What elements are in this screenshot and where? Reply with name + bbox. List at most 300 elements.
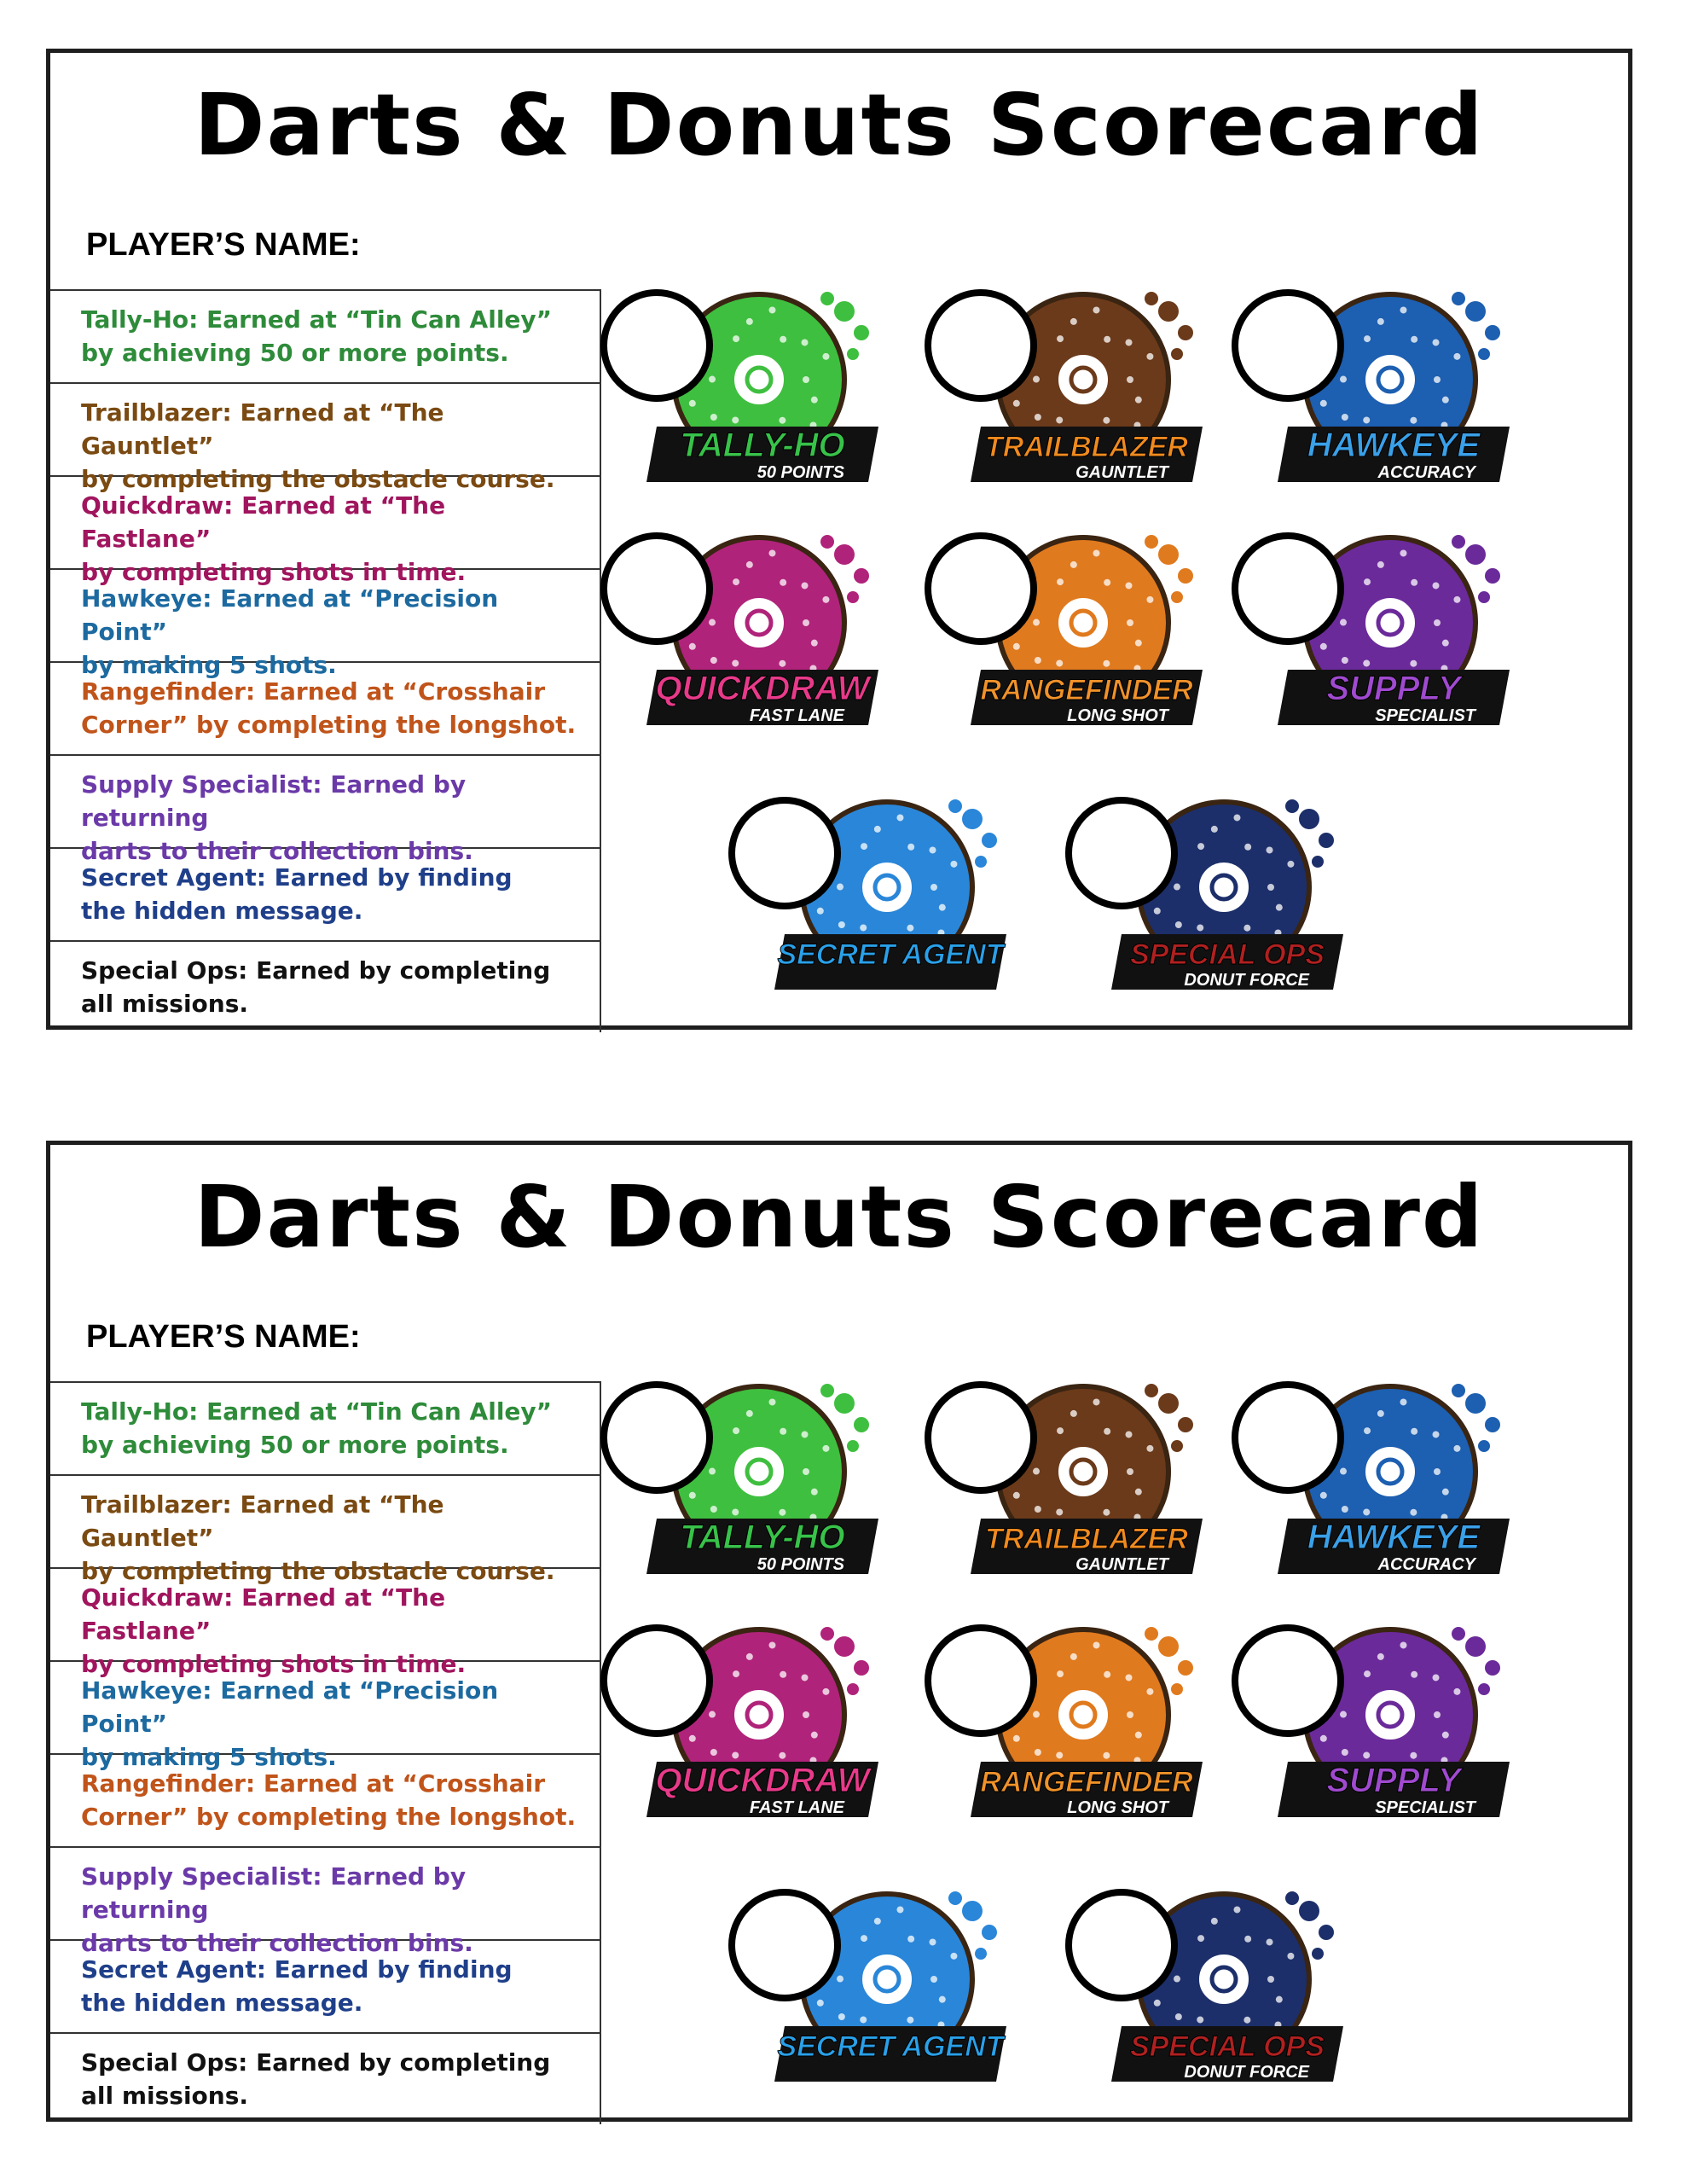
bite-crumb: [975, 1948, 987, 1960]
sprinkle: [930, 884, 937, 891]
sprinkle: [746, 561, 753, 568]
sprinkle: [1146, 1445, 1153, 1452]
badge-tally-ho: [597, 286, 904, 491]
scorecard-title: Darts & Donuts Scorecard: [194, 75, 1485, 175]
bite-crumb: [1478, 1683, 1490, 1695]
bite-crumb: [962, 809, 983, 829]
mission-text-line-1: Supply Specialist: Earned by returning: [81, 770, 467, 832]
stamp-circle[interactable]: [604, 1385, 710, 1490]
sprinkle: [1453, 353, 1460, 360]
player-name-label: PLAYER’S NAME:: [86, 227, 361, 263]
mission-text-line-1: Secret Agent: Earned by finding: [81, 863, 513, 892]
bite-crumb: [1485, 325, 1500, 340]
badge-name: QUICKDRAW: [655, 670, 870, 707]
stamp-circle[interactable]: [1069, 800, 1174, 906]
mission-text-line-1: Trailblazer: Earned at “The Gauntlet”: [81, 1490, 444, 1552]
mission-text-line-1: Quickdraw: Earned at “The Fastlane”: [81, 1583, 446, 1645]
badge-hawkeye: [1228, 1378, 1535, 1583]
badge-graphic: [1228, 529, 1535, 734]
sprinkle: [811, 1489, 818, 1496]
sprinkle: [1433, 339, 1440, 346]
sprinkle: [710, 1749, 717, 1756]
sprinkle: [939, 1996, 946, 2003]
sprinkle: [1126, 1431, 1133, 1438]
sprinkle: [1135, 397, 1142, 404]
badge-graphic: [597, 286, 904, 491]
stamp-circle[interactable]: [732, 800, 838, 906]
badge-subtitle: SPECIALIST: [1375, 706, 1475, 725]
mission-row: [50, 2034, 600, 2124]
sprinkle: [1013, 400, 1020, 407]
sprinkle: [860, 2016, 867, 2023]
sprinkle: [1233, 1906, 1240, 1913]
mission-row: [50, 1383, 600, 1476]
sprinkle: [1442, 397, 1449, 404]
stamp-circle[interactable]: [732, 1892, 838, 1998]
sprinkle: [1233, 814, 1240, 821]
bite-crumb: [1158, 301, 1179, 322]
sprinkle: [1342, 414, 1348, 421]
sprinkle: [896, 1906, 903, 1913]
stamp-circle[interactable]: [604, 293, 710, 398]
badge-tally-ho: [597, 1378, 904, 1583]
stamp-circle[interactable]: [1235, 1385, 1341, 1490]
bite-crumb: [1178, 1660, 1193, 1676]
badge-subtitle: ACCURACY: [1377, 463, 1475, 482]
badge-name: SPECIAL OPS: [1130, 2030, 1325, 2063]
sprinkle: [1377, 1653, 1384, 1660]
bite-crumb: [820, 1384, 834, 1397]
mission-row: [50, 1662, 600, 1771]
sprinkle: [802, 1674, 809, 1681]
sprinkle: [689, 643, 696, 650]
bite-crumb: [975, 856, 987, 868]
sprinkle: [1070, 1410, 1077, 1417]
scorecard-title: Darts & Donuts Scorecard: [194, 1167, 1485, 1267]
sprinkle: [860, 924, 867, 931]
sprinkle: [930, 846, 936, 853]
sprinkle: [1267, 884, 1274, 891]
sprinkle: [822, 1445, 829, 1452]
bite-crumb: [1299, 809, 1319, 829]
mission-row: [50, 1755, 600, 1848]
bite-crumb: [1465, 544, 1486, 565]
sprinkle: [907, 925, 913, 932]
sprinkle: [709, 1711, 716, 1718]
badge-name: SPECIAL OPS: [1130, 938, 1325, 971]
sprinkle: [779, 1752, 786, 1759]
sprinkle: [1135, 1489, 1142, 1496]
sprinkle: [732, 659, 739, 666]
sprinkle: [838, 2013, 845, 2020]
badge-subtitle: 50 POINTS: [757, 463, 844, 482]
bite-crumb: [847, 348, 859, 360]
badge-secret-agent: [725, 793, 1032, 998]
mission-row: [50, 384, 600, 493]
sprinkle: [710, 414, 717, 421]
sprinkle: [1211, 1918, 1218, 1925]
bite-crumb: [1478, 1440, 1490, 1452]
bite-crumb: [1171, 1683, 1183, 1695]
target-icon: [735, 1691, 783, 1739]
sprinkle: [837, 884, 844, 891]
badge-name: HAWKEYE: [1307, 1519, 1481, 1556]
stamp-circle[interactable]: [604, 536, 710, 642]
stamp-circle[interactable]: [1235, 536, 1341, 642]
sprinkle: [1056, 1751, 1063, 1758]
sprinkle: [1342, 657, 1348, 664]
sprinkle: [1056, 659, 1063, 666]
sprinkle: [1453, 1688, 1460, 1695]
bite-crumb: [847, 591, 859, 603]
mission-text-line-2: by completing the obstacle course.: [81, 1557, 555, 1585]
sprinkle: [1400, 306, 1406, 313]
bite-crumb: [1319, 1925, 1334, 1940]
sprinkle: [733, 578, 739, 585]
sprinkle: [1197, 924, 1203, 931]
stamp-circle[interactable]: [928, 1385, 1034, 1490]
sprinkle: [817, 908, 824, 915]
sprinkle: [1035, 414, 1041, 421]
bite-crumb: [982, 833, 997, 848]
bite-crumb: [1171, 591, 1183, 603]
badge-name: TRAILBLAZER: [985, 1523, 1188, 1555]
sprinkle: [709, 1468, 716, 1475]
target-icon: [863, 863, 911, 911]
sprinkle: [1320, 1735, 1327, 1742]
sprinkle: [896, 814, 903, 821]
sprinkle: [1411, 579, 1417, 586]
scorecard: [46, 1141, 1632, 2122]
badge-graphic: [921, 1621, 1228, 1826]
target-icon: [1059, 599, 1107, 647]
sprinkle: [1033, 376, 1040, 383]
sprinkle: [746, 318, 753, 325]
sprinkle: [811, 640, 818, 647]
sprinkle: [780, 336, 786, 343]
sprinkle: [822, 353, 829, 360]
sprinkle: [1434, 1711, 1441, 1718]
bite-crumb: [1485, 1660, 1500, 1676]
sprinkle: [1057, 578, 1064, 585]
sprinkle: [1070, 1653, 1077, 1660]
sprinkle: [1103, 1752, 1110, 1759]
sprinkle: [1442, 640, 1449, 647]
sprinkle: [1127, 619, 1133, 626]
sprinkle: [1013, 1735, 1020, 1742]
sprinkle: [1104, 1671, 1110, 1678]
badge-name: QUICKDRAW: [655, 1762, 870, 1799]
sprinkle: [1104, 336, 1110, 343]
bite-crumb: [854, 1660, 869, 1676]
sprinkle: [1410, 1509, 1417, 1516]
bite-crumb: [1452, 535, 1465, 549]
mission-text-line-1: Special Ops: Earned by completing: [81, 956, 551, 985]
sprinkle: [1033, 619, 1040, 626]
sprinkle: [803, 619, 809, 626]
bite-crumb: [1485, 568, 1500, 584]
badge-rangefinder: [921, 1621, 1228, 1826]
sprinkle: [1093, 306, 1099, 313]
sprinkle: [733, 1427, 739, 1434]
sprinkle: [768, 306, 775, 313]
sprinkle: [1093, 1398, 1099, 1405]
sprinkle: [1276, 1996, 1283, 2003]
target-icon: [1366, 1448, 1414, 1496]
bite-crumb: [1285, 1891, 1299, 1905]
sprinkle: [1033, 1468, 1040, 1475]
sprinkle: [1453, 1445, 1460, 1452]
bite-crumb: [820, 292, 834, 305]
sprinkle: [930, 1938, 936, 1945]
bite-crumb: [982, 1925, 997, 1940]
sprinkle: [1033, 1711, 1040, 1718]
bite-crumb: [1299, 1901, 1319, 1921]
badge-hawkeye: [1228, 286, 1535, 491]
badge-special-ops: [1062, 1885, 1369, 2090]
mission-row: [50, 756, 600, 865]
sprinkle: [1320, 1492, 1327, 1499]
bite-crumb: [1171, 1440, 1183, 1452]
sprinkle: [1340, 376, 1347, 383]
sprinkle: [1377, 561, 1384, 568]
sprinkle: [1127, 376, 1133, 383]
sprinkle: [1070, 561, 1077, 568]
stamp-circle[interactable]: [1235, 1628, 1341, 1734]
bite-crumb: [1178, 325, 1193, 340]
sprinkle: [861, 843, 867, 850]
bite-crumb: [948, 799, 962, 813]
sprinkle: [1433, 1674, 1440, 1681]
mission-row: [50, 291, 600, 384]
sprinkle: [939, 904, 946, 911]
mission-text-line-2: by making 5 shots.: [81, 651, 337, 679]
badge-name: RANGEFINDER: [980, 1766, 1193, 1798]
scorecard: [46, 49, 1632, 1030]
sprinkle: [874, 1918, 881, 1925]
sprinkle: [1013, 1492, 1020, 1499]
sprinkle: [1433, 582, 1440, 589]
sprinkle: [1411, 1671, 1417, 1678]
stamp-circle[interactable]: [928, 1628, 1034, 1734]
bite-crumb: [1285, 799, 1299, 813]
badge-subtitle: DONUT FORCE: [1184, 971, 1309, 990]
sprinkle: [732, 1751, 739, 1758]
target-icon: [735, 599, 783, 647]
bite-crumb: [1452, 1627, 1465, 1641]
sprinkle: [746, 1410, 753, 1417]
bite-crumb: [962, 1901, 983, 1921]
mission-text-line-1: Tally-Ho: Earned at “Tin Can Alley”: [81, 1397, 553, 1426]
sprinkle: [709, 376, 716, 383]
sprinkle: [1244, 925, 1250, 932]
sprinkle: [1211, 826, 1218, 833]
badge-special-ops: [1062, 793, 1369, 998]
sprinkle: [1056, 1508, 1063, 1515]
sprinkle: [1035, 1749, 1041, 1756]
sprinkle: [1267, 1976, 1274, 1983]
sprinkle: [1146, 1688, 1153, 1695]
bite-crumb: [1485, 1417, 1500, 1432]
bite-crumb: [1171, 348, 1183, 360]
sprinkle: [1364, 1670, 1371, 1677]
mission-text-line-1: Secret Agent: Earned by finding: [81, 1955, 513, 1984]
sprinkle: [1104, 579, 1110, 586]
sprinkle: [1127, 1711, 1133, 1718]
sprinkle: [1411, 336, 1417, 343]
sprinkle: [1135, 1732, 1142, 1739]
sprinkle: [768, 549, 775, 556]
badge-name: RANGEFINDER: [980, 674, 1193, 706]
badge-trailblazer: [921, 1378, 1228, 1583]
sprinkle: [1433, 1431, 1440, 1438]
badge-graphic: [725, 793, 1032, 998]
sprinkle: [746, 1653, 753, 1660]
stamp-circle[interactable]: [928, 293, 1034, 398]
bite-crumb: [1312, 856, 1324, 868]
mission-text-line-2: darts to their collection bins.: [81, 837, 473, 865]
sprinkle: [1342, 1506, 1348, 1513]
sprinkle: [1103, 660, 1110, 667]
badge-name: HAWKEYE: [1307, 427, 1481, 464]
sprinkle: [1340, 1468, 1347, 1475]
badge-graphic: [921, 1378, 1228, 1583]
badge-quickdraw: [597, 1621, 904, 1826]
mission-text-line-2: the hidden message.: [81, 897, 363, 925]
sprinkle: [803, 1468, 809, 1475]
badge-rangefinder: [921, 529, 1228, 734]
target-icon: [735, 356, 783, 404]
sprinkle: [709, 619, 716, 626]
sprinkle: [1146, 596, 1153, 603]
sprinkle: [1057, 335, 1064, 342]
badge-graphic: [1228, 1621, 1535, 1826]
badge-graphic: [1228, 286, 1535, 491]
sprinkle: [907, 844, 914, 851]
badge-name: TALLY-HO: [680, 1519, 845, 1556]
bite-crumb: [834, 1393, 855, 1414]
sprinkle: [930, 1976, 937, 1983]
stamp-circle[interactable]: [604, 1628, 710, 1734]
sprinkle: [1340, 619, 1347, 626]
stamp-circle[interactable]: [928, 536, 1034, 642]
bite-crumb: [854, 568, 869, 584]
badge-graphic: [1228, 1378, 1535, 1583]
sprinkle: [1126, 1674, 1133, 1681]
sprinkle: [1154, 2000, 1161, 2007]
sprinkle: [733, 1670, 739, 1677]
mission-text-line-1: Tally-Ho: Earned at “Tin Can Alley”: [81, 305, 553, 334]
sprinkle: [1035, 1506, 1041, 1513]
mission-row: [50, 1941, 600, 2034]
sprinkle: [1320, 643, 1327, 650]
mission-row: [50, 1848, 600, 1957]
bite-crumb: [834, 544, 855, 565]
mission-row: [50, 570, 600, 679]
bite-crumb: [1452, 292, 1465, 305]
badge-graphic: [921, 529, 1228, 734]
sprinkle: [802, 339, 809, 346]
bite-crumb: [1319, 833, 1334, 848]
mission-text-line-2: by completing shots in time.: [81, 1650, 467, 1678]
sprinkle: [1363, 1751, 1370, 1758]
mission-text-line-2: all missions.: [81, 2082, 249, 2110]
sprinkle: [1320, 400, 1327, 407]
stamp-circle[interactable]: [1235, 293, 1341, 398]
sprinkle: [1244, 1936, 1251, 1943]
bite-crumb: [820, 1627, 834, 1641]
bite-crumb: [1145, 1627, 1158, 1641]
sprinkle: [1400, 549, 1406, 556]
sprinkle: [1103, 417, 1110, 424]
sprinkle: [838, 921, 845, 928]
sprinkle: [1127, 1468, 1133, 1475]
stamp-circle[interactable]: [1069, 1892, 1174, 1998]
bite-crumb: [847, 1683, 859, 1695]
badge-supply: [1228, 1621, 1535, 1826]
badge-trailblazer: [921, 286, 1228, 491]
sprinkle: [1126, 339, 1133, 346]
sprinkle: [779, 660, 786, 667]
sprinkle: [689, 1492, 696, 1499]
sprinkle: [1434, 376, 1441, 383]
sprinkle: [1174, 884, 1180, 891]
sprinkle: [1103, 1509, 1110, 1516]
player-name-label: PLAYER’S NAME:: [86, 1319, 361, 1355]
sprinkle: [1104, 1428, 1110, 1435]
bite-crumb: [1178, 568, 1193, 584]
target-icon: [1200, 1955, 1248, 2003]
sprinkle: [1244, 2017, 1250, 2024]
sprinkle: [1377, 318, 1384, 325]
bite-crumb: [1158, 544, 1179, 565]
sprinkle: [1410, 660, 1417, 667]
bite-crumb: [1478, 348, 1490, 360]
sprinkle: [1453, 596, 1460, 603]
mission-text-line-2: by completing the obstacle course.: [81, 465, 555, 493]
badge-subtitle: SPECIALIST: [1375, 1798, 1475, 1817]
sprinkle: [822, 596, 829, 603]
bite-crumb: [834, 301, 855, 322]
badge-name: TALLY-HO: [680, 427, 845, 464]
mission-row: [50, 849, 600, 942]
mission-row: [50, 663, 600, 756]
badge-name: SECRET AGENT: [777, 2030, 1004, 2063]
sprinkle: [1035, 657, 1041, 664]
sprinkle: [1244, 844, 1251, 851]
badge-name: SUPPLY: [1326, 1762, 1461, 1799]
sprinkle: [1175, 2013, 1182, 2020]
target-icon: [1059, 1691, 1107, 1739]
mission-text-line-1: Rangefinder: Earned at “Crosshair: [81, 677, 546, 706]
badge-name: TRAILBLAZER: [985, 431, 1188, 463]
sprinkle: [1363, 659, 1370, 666]
sprinkle: [950, 1953, 957, 1960]
bite-crumb: [854, 1417, 869, 1432]
bite-crumb: [1145, 292, 1158, 305]
sprinkle: [1197, 2016, 1203, 2023]
bite-crumb: [1158, 1393, 1179, 1414]
badge-secret-agent: [725, 1885, 1032, 2090]
sprinkle: [1056, 416, 1063, 423]
sprinkle: [811, 1732, 818, 1739]
sprinkle: [1093, 1641, 1099, 1648]
badge-graphic: [725, 1885, 1032, 2090]
sprinkle: [1342, 1749, 1348, 1756]
sprinkle: [732, 416, 739, 423]
sprinkle: [802, 1431, 809, 1438]
badge-graphic: [597, 529, 904, 734]
